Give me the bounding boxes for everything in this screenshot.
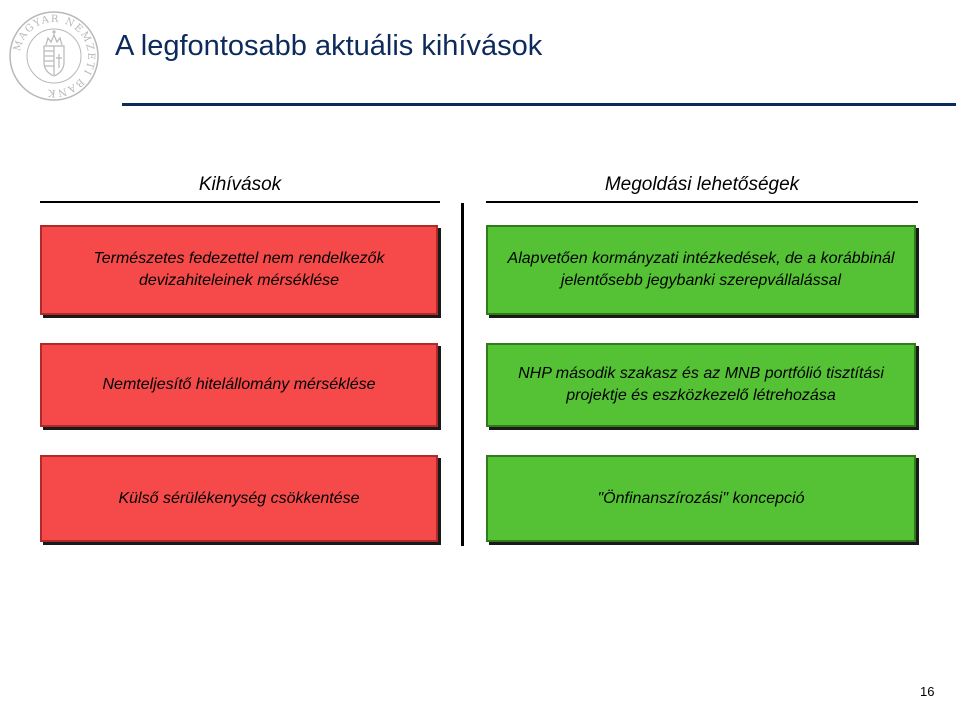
challenge-text-1: Természetes fedezettel nem rendelkezők devizahiteleinek mérséklése (93, 250, 385, 289)
mnb-logo (8, 10, 100, 102)
solutions-header-rule (486, 201, 918, 203)
challenge-box-3 (40, 455, 438, 542)
solution-box-2 (486, 343, 916, 427)
challenge-box-1 (40, 225, 438, 315)
challenge-text-3: Külső sérülékenység csökkentése (118, 489, 360, 507)
solutions-header: Megoldási lehetőségek (604, 174, 800, 195)
logo-text: MAGYAR NEMZETI BANK (12, 13, 97, 99)
solution-text-3: "Önfinanszírozási" koncepció (597, 489, 805, 507)
solution-box-1 (486, 225, 916, 315)
title-underline (122, 103, 956, 106)
column-divider (461, 203, 464, 546)
challenges-header-rule (40, 201, 440, 203)
slide-title: A legfontosabb aktuális kihívások (115, 30, 543, 62)
challenges-header: Kihívások (198, 174, 282, 195)
solution-text-2: NHP második szakasz és az MNB portfólió tisztítási projektje és eszközkezelő létrehozása (518, 365, 884, 404)
page-number: 16 (920, 684, 935, 699)
coat-of-arms-icon (44, 30, 64, 76)
solution-text-1: Alapvetően kormányzati intézkedések, de a korábbinál jelentősebb jegybanki szerepvállalással (507, 250, 895, 289)
solution-box-3 (486, 455, 916, 542)
challenge-text-2: Nemteljesítő hitelállomány mérséklése (102, 376, 376, 393)
challenge-box-2 (40, 343, 438, 427)
